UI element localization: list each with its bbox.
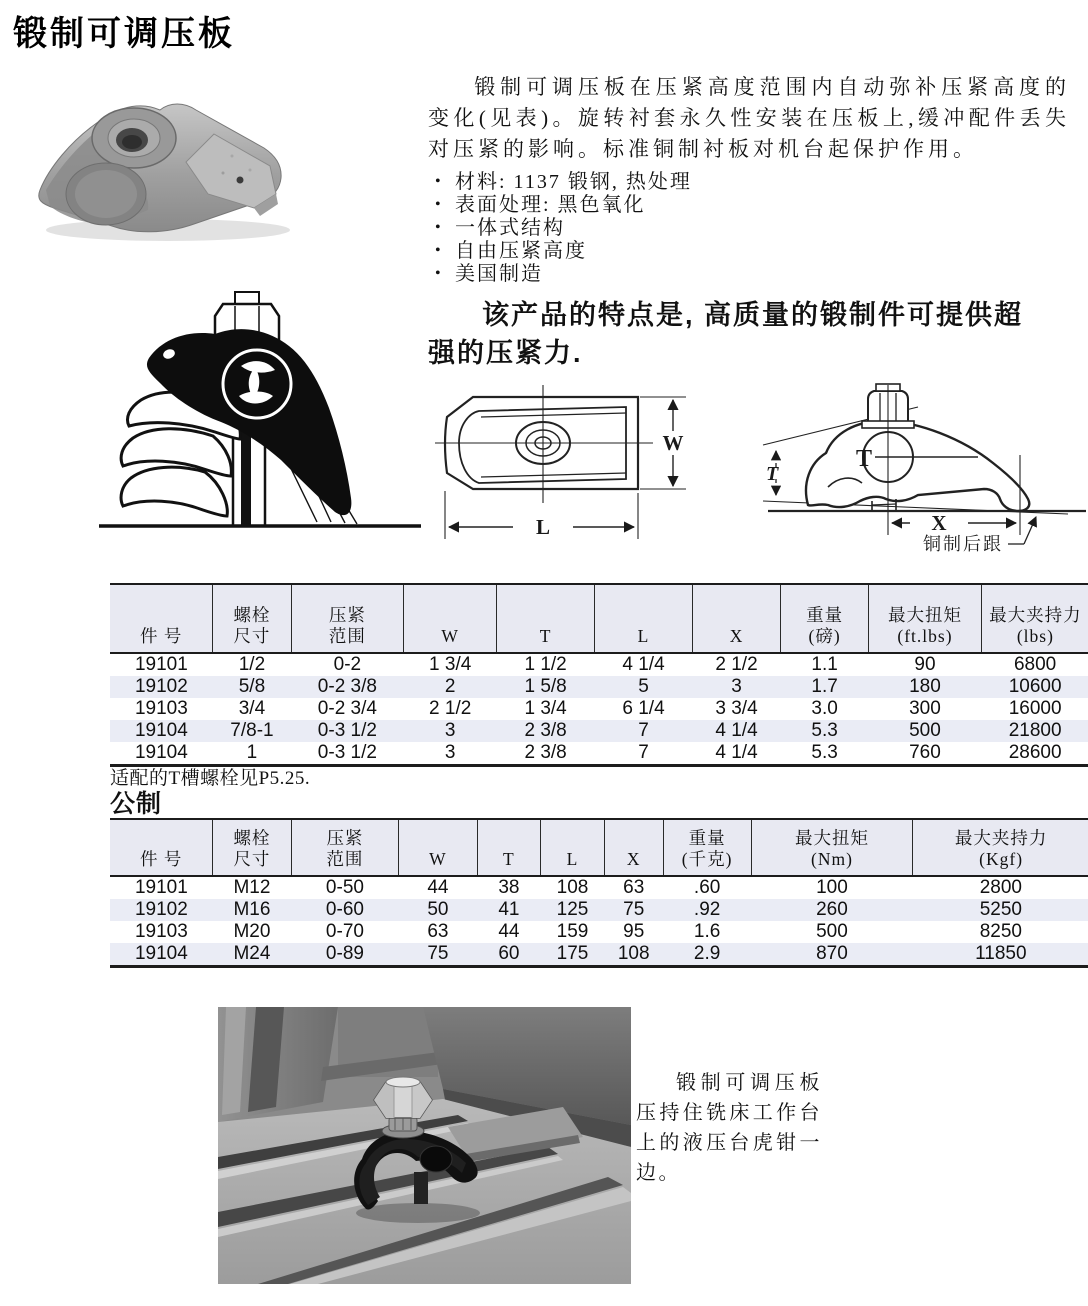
column-header: T — [477, 819, 541, 876]
table-cell: 19103 — [134, 921, 188, 942]
table-row — [110, 943, 1088, 967]
table-cell: 0-60 — [325, 899, 364, 920]
table-row — [110, 720, 1088, 742]
column-header: 件 号 — [110, 819, 213, 876]
top-view-drawing — [435, 385, 686, 539]
table-cell: 7/8-1 — [230, 720, 274, 741]
table-cell: 5250 — [979, 899, 1022, 920]
l-dimension-label: L — [535, 515, 551, 539]
table-cell: 0-2 — [333, 654, 362, 675]
table-cell: 28600 — [1008, 742, 1062, 763]
imperial-spec-table — [110, 583, 1088, 767]
metric-spec-table — [110, 818, 1088, 968]
metric-heading: 公制 — [110, 790, 163, 818]
column-header: 件 号 — [110, 584, 213, 653]
application-photo — [218, 1007, 631, 1284]
table-cell: M20 — [233, 921, 271, 942]
forged-clamp-photo-image — [18, 78, 306, 250]
feature-item: • 一体式结构 — [433, 218, 1053, 238]
table-cell: 6 1/4 — [622, 698, 665, 719]
table-cell: 21800 — [1008, 720, 1062, 741]
table-cell: 760 — [909, 742, 941, 763]
table-cell: 500 — [816, 921, 848, 942]
table-row — [110, 653, 1088, 676]
table-cell: 2.9 — [693, 943, 721, 964]
clamp-illustration-image — [95, 288, 425, 550]
table-cell: 2 3/8 — [524, 742, 567, 763]
table-row — [110, 899, 1088, 921]
table-cell: 3/4 — [238, 698, 266, 719]
table-cell: 5.3 — [811, 720, 838, 741]
table-cell: 3 3/4 — [715, 698, 758, 719]
column-header: W — [404, 584, 497, 653]
photo-caption: 锻制可调压板压持住铣床工作台上的液压台虎钳一边。 — [636, 1072, 822, 1184]
column-header: 最大扭矩 (Nm) — [751, 819, 913, 876]
highlight-statement: 该产品的特点是, 高质量的锻制件可提供超强的压紧力. — [428, 300, 1024, 368]
table-cell: 5/8 — [238, 676, 266, 697]
column-header: T — [497, 584, 595, 653]
table-cell: 19104 — [134, 943, 188, 964]
table-row — [110, 921, 1088, 943]
table-cell: 5.3 — [811, 742, 838, 763]
table-cell: 0-50 — [325, 877, 364, 898]
dimension-drawing-image — [433, 383, 1088, 555]
table-cell: 2 3/8 — [524, 720, 567, 741]
table-cell: M24 — [233, 943, 271, 964]
table-note: 适配的T槽螺栓见P5.25. — [110, 768, 311, 789]
table-cell: 0-70 — [325, 921, 364, 942]
header-row — [110, 584, 1088, 653]
table-cell: 1.6 — [693, 921, 721, 942]
w-dimension-label: W — [662, 431, 684, 455]
table-cell: 1 3/4 — [429, 654, 472, 675]
table-cell: 175 — [556, 943, 589, 964]
side-view-drawing — [763, 384, 1086, 554]
feature-item: • 表面处理: 黑色氧化 — [433, 195, 1053, 215]
clamp-adjustability-illustration — [95, 288, 425, 550]
table-cell: 19102 — [134, 899, 188, 920]
table-cell: 7 — [638, 742, 649, 763]
table-cell: 63 — [427, 921, 449, 942]
table-cell: 0-89 — [325, 943, 364, 964]
column-header: L — [595, 584, 693, 653]
column-header: X — [692, 584, 780, 653]
table-cell: 159 — [556, 921, 589, 942]
table-cell: 90 — [914, 654, 936, 675]
table-cell: 500 — [909, 720, 941, 741]
column-header: L — [541, 819, 605, 876]
table-cell: 2 1/2 — [429, 698, 472, 719]
table-cell: 180 — [909, 676, 941, 697]
table-cell: 19101 — [134, 654, 188, 675]
table-cell: 108 — [556, 877, 589, 898]
table-cell: 2 1/2 — [715, 654, 758, 675]
column-header: 最大夹持力 (lbs) — [981, 584, 1088, 653]
column-header: 压紧 范围 — [291, 819, 399, 876]
table-cell: 19101 — [134, 877, 188, 898]
table-cell: 260 — [816, 899, 848, 920]
feature-item: • 材料: 1137 锻钢, 热处理 — [433, 172, 1053, 192]
table-row — [110, 876, 1088, 899]
table-cell: 44 — [498, 921, 520, 942]
table-cell: 3 — [731, 676, 742, 697]
table-cell: 63 — [623, 877, 645, 898]
table-cell: 0-2 3/8 — [317, 676, 377, 697]
table-cell: 7 — [638, 720, 649, 741]
table-cell: 60 — [498, 943, 520, 964]
table-cell: 1.7 — [811, 676, 838, 697]
table-row — [110, 676, 1088, 698]
table-cell: 19104 — [134, 720, 188, 741]
table-cell: 44 — [427, 877, 449, 898]
table-cell: 300 — [909, 698, 941, 719]
table-cell: M12 — [233, 877, 271, 898]
table-cell: 5 — [638, 676, 649, 697]
table-row — [110, 698, 1088, 720]
page-title: 锻制可调压板 — [13, 15, 235, 53]
column-header: 重量 (千克) — [663, 819, 751, 876]
table-cell: 3.0 — [811, 698, 838, 719]
table-cell: 75 — [427, 943, 449, 964]
table-cell: 6800 — [1013, 654, 1057, 675]
table-cell: 19104 — [134, 742, 188, 763]
brass-heel-label: 铜制后跟 — [923, 534, 1003, 554]
product-photo — [18, 78, 306, 250]
table-cell: 1 5/8 — [524, 676, 567, 697]
column-header: 螺栓 尺寸 — [213, 584, 291, 653]
column-header: 最大夹持力 (Kgf) — [913, 819, 1088, 876]
table-cell: 1 — [246, 742, 258, 763]
intro-paragraph: 锻制可调压板在压紧高度范围内自动弥补压紧高度的变化(见表)。旋转衬套永久性安装在压板上,缓冲配件丢失对压紧的影响。标准铜制衬板对机台起保护作用。 — [428, 75, 1070, 161]
table-cell: .92 — [693, 899, 721, 920]
table-cell: 11850 — [975, 943, 1027, 964]
column-header: 最大扭矩 (ft.lbs) — [869, 584, 982, 653]
table-cell: 1.1 — [811, 654, 838, 675]
table-cell: 870 — [816, 943, 848, 964]
x-dimension-label: X — [931, 511, 947, 535]
column-header: X — [604, 819, 663, 876]
table-cell: 0-2 3/4 — [317, 698, 377, 719]
t-bolt-label: T — [856, 446, 873, 472]
feature-item: • 自由压紧高度 — [433, 241, 1053, 261]
column-header: 重量 (磅) — [781, 584, 869, 653]
table-cell: 16000 — [1008, 698, 1062, 719]
table-cell: 3 — [444, 720, 456, 741]
table-cell: 19103 — [134, 698, 188, 719]
table-cell: 8250 — [979, 921, 1022, 942]
table-cell: 38 — [498, 877, 520, 898]
table-cell: 95 — [623, 921, 645, 942]
table-cell: 4 1/4 — [622, 654, 665, 675]
table-cell: 1/2 — [238, 654, 266, 675]
feature-list — [433, 172, 1053, 287]
spec-table — [110, 583, 1088, 767]
table-cell: 50 — [427, 899, 449, 920]
table-cell: 4 1/4 — [715, 742, 758, 763]
table-cell: 41 — [498, 899, 520, 920]
table-cell: 1 3/4 — [524, 698, 567, 719]
table-cell: 2 — [444, 676, 456, 697]
table-cell: 19102 — [134, 676, 188, 697]
table-cell: .60 — [693, 877, 721, 898]
table-cell: 2800 — [979, 877, 1022, 898]
dimension-drawings — [433, 383, 1088, 555]
application-photo-image — [218, 1007, 631, 1284]
column-header: 螺栓 尺寸 — [213, 819, 291, 876]
column-header: 压紧 范围 — [291, 584, 404, 653]
spec-table — [110, 818, 1088, 968]
feature-item: • 美国制造 — [433, 264, 1053, 284]
table-cell: 0-3 1/2 — [317, 742, 377, 763]
table-cell: M16 — [233, 899, 271, 920]
table-cell: 4 1/4 — [715, 720, 758, 741]
table-cell: 125 — [556, 899, 589, 920]
table-cell: 100 — [816, 877, 848, 898]
table-cell: 0-3 1/2 — [317, 720, 377, 741]
header-row — [110, 819, 1088, 876]
t-dimension-label: T — [766, 463, 779, 485]
table-cell: 75 — [623, 899, 645, 920]
table-row — [110, 742, 1088, 766]
table-cell: 108 — [617, 943, 650, 964]
table-cell: 1 1/2 — [524, 654, 567, 675]
table-cell: 3 — [444, 742, 456, 763]
table-cell: 10600 — [1008, 676, 1062, 697]
column-header: W — [399, 819, 477, 876]
